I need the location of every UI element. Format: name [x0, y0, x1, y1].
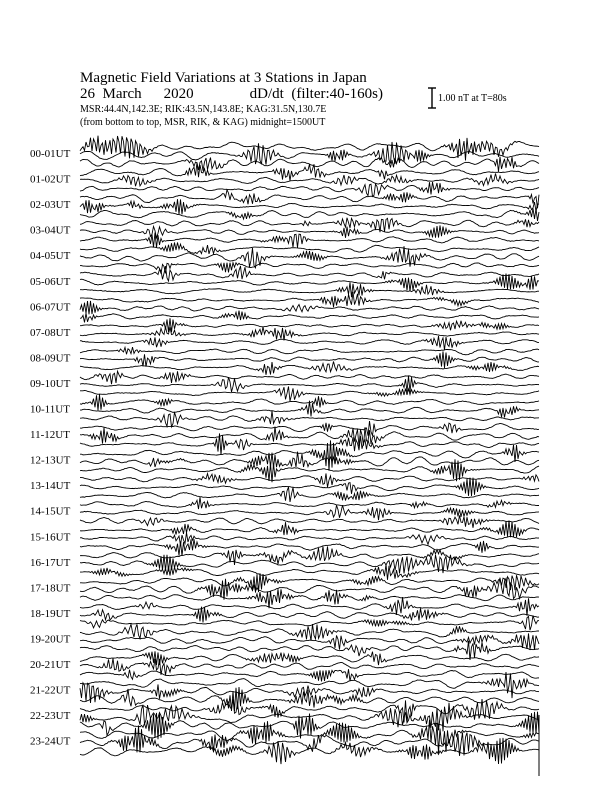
station-trace-msr [80, 311, 539, 323]
hour-row-label: 03-04UT [30, 224, 71, 237]
station-trace-rik [80, 301, 539, 314]
station-trace-rik [80, 578, 539, 600]
hour-row-label: 20-21UT [30, 659, 71, 671]
hour-row-label: 15-16UT [30, 531, 71, 544]
hour-row-label: 13-14UT [30, 480, 71, 493]
station-trace-msr [80, 362, 539, 375]
station-trace-rik [80, 555, 539, 574]
station-trace-msr [80, 208, 539, 221]
station-trace-msr [80, 263, 539, 274]
trace-group [80, 136, 539, 764]
hour-label-group [30, 148, 71, 748]
hour-row-label: 09-10UT [30, 377, 71, 390]
hour-row-label: 05-06UT [30, 275, 71, 288]
hour-row-label: 14-15UT [30, 505, 71, 518]
measure-label: dD/dt [249, 86, 284, 102]
station-trace-msr [80, 336, 539, 350]
station-trace-kag [80, 347, 539, 355]
station-trace-rik [80, 225, 539, 238]
station-trace-rik [80, 327, 539, 341]
station-trace-kag [80, 162, 539, 180]
stations-line: MSR:44.4N,142.3E; RIK:43.5N,143.8E; KAG:31.5N,130.7E [80, 104, 327, 115]
filter-label: (filter:40-160s) [291, 86, 383, 102]
hour-row-label: 08-09UT [30, 352, 71, 365]
date-day: 26 [80, 86, 95, 102]
station-trace-kag [80, 547, 539, 565]
station-trace-msr [80, 738, 539, 764]
hour-row-label: 17-18UT [30, 582, 71, 595]
station-trace-msr [80, 411, 539, 427]
hour-row-label: 22-23UT [30, 710, 71, 723]
station-trace-msr [80, 487, 539, 502]
station-trace-rik [80, 401, 539, 418]
station-trace-rik [80, 683, 539, 703]
scale-bar [428, 88, 436, 108]
station-trace-kag [80, 292, 539, 307]
station-trace-kag [80, 624, 539, 641]
station-trace-rik [80, 173, 539, 186]
station-trace-kag [80, 318, 539, 332]
station-trace-kag [80, 421, 539, 436]
station-trace-rik [80, 658, 539, 675]
hour-row-label: 23-24UT [30, 735, 71, 748]
hour-row-label: 07-08UT [30, 326, 71, 339]
station-trace-rik [80, 273, 539, 291]
station-trace-msr [80, 233, 539, 248]
scale-label: 1.00 nT at T=80s [438, 93, 507, 104]
hour-row-label: 04-05UT [30, 250, 71, 263]
hour-row-label: 06-07UT [30, 301, 71, 314]
hour-row-label: 16-17UT [30, 556, 71, 569]
date-month: March [102, 86, 142, 102]
station-trace-msr [80, 387, 539, 401]
station-trace-rik [80, 376, 539, 392]
chart-title: Magnetic Field Variations at 3 Stations in Japan [80, 70, 367, 86]
hour-row-label: 01-02UT [30, 173, 71, 186]
hour-row-label: 21-22UT [30, 684, 71, 697]
station-trace-rik [80, 533, 539, 546]
hour-row-label: 12-13UT [30, 454, 71, 467]
hour-row-label: 00-01UT [30, 148, 71, 160]
station-trace-kag [80, 651, 539, 665]
station-trace-rik [80, 452, 539, 468]
station-trace-kag [80, 371, 539, 384]
station-trace-rik [80, 505, 539, 520]
station-trace-rik [80, 633, 539, 650]
hour-row-label: 19-20UT [30, 633, 71, 646]
station-trace-msr [80, 182, 539, 196]
order-line: (from bottom to top, MSR, RIK, & KAG) midnight=1500UT [80, 117, 326, 128]
station-trace-kag [80, 497, 539, 509]
station-trace-msr [80, 515, 539, 527]
station-trace-rik [80, 427, 539, 447]
hour-row-label: 10-11UT [30, 403, 70, 416]
station-trace-rik [80, 199, 539, 214]
station-trace-kag [80, 597, 539, 616]
station-trace-msr [80, 669, 539, 681]
station-trace-msr [80, 615, 539, 630]
date-year: 2020 [163, 86, 194, 102]
station-trace-kag [80, 266, 539, 281]
hour-row-label: 11-12UT [30, 429, 70, 442]
station-trace-kag [80, 395, 539, 411]
station-trace-kag [80, 136, 539, 161]
station-trace-rik [80, 142, 539, 165]
hour-row-label: 18-19UT [30, 607, 71, 620]
hour-row-label: 02-03UT [30, 199, 71, 212]
